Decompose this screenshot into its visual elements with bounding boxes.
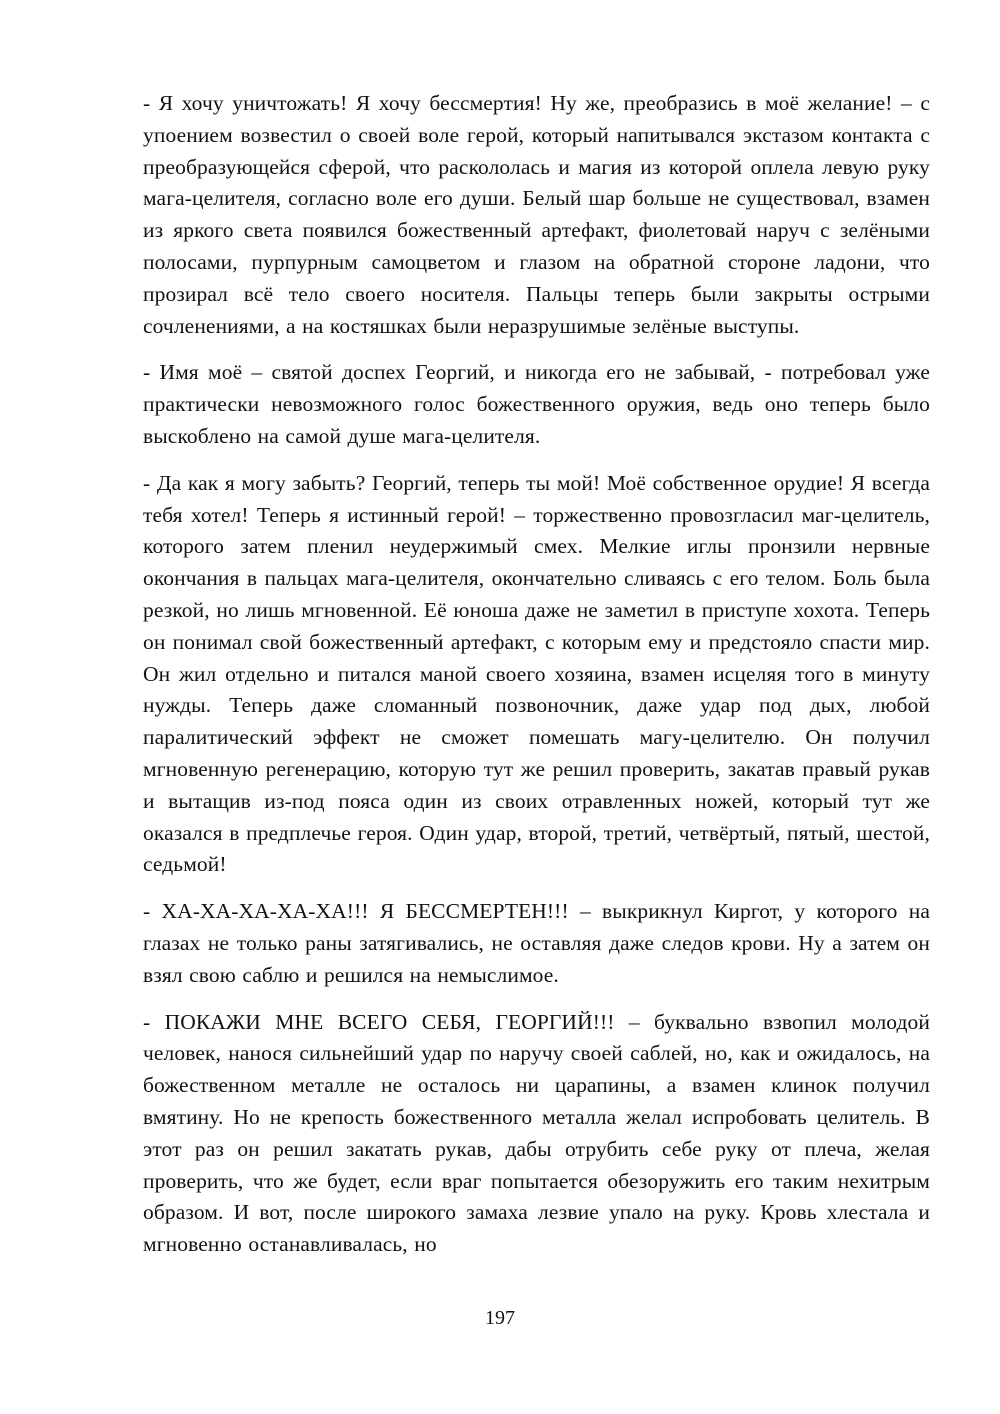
page-number: 197 (485, 1307, 515, 1329)
paragraph-4: - ХА-ХА-ХА-ХА-ХА!!! Я БЕССМЕРТЕН!!! – выкрикнул Киргот, у которого на глазах не только раны затягивались, не оставляя даже следов крови. Ну а затем он взял свою саблю и решился на немыслимое. (143, 899, 930, 987)
paragraph-5: - ПОКАЖИ МНЕ ВСЕГО СЕБЯ, ГЕОРГИЙ!!! – буквально взвопил молодой человек, нанося сильнейший удар по наручу своей саблей, но, как и ожидалось, на божественном металле не осталось ни царапины, а взамен клинок получил вмятину. Но не крепость божественного металла желал испробовать целитель. В этот раз он решил закатать рукав, дабы отрубить себе руку от плеча, желая проверить, что же будет, если враг попытается обезоружить его таким нехитрым образом. И вот, после широкого замаха лезвие упало на руку. Кровь хлестала и мгновенно останавливалась, но (143, 1009, 930, 1257)
paragraph-1: - Я хочу уничтожать! Я хочу бессмертия! Ну же, преобразись в моё желание! – с упоением возвестил о своей воле герой, который напитывался экстазом контакта с преобразующейся сферой, что раскололась и магия из которой оплела левую руку мага-целителя, согласно воле его души. Белый шар больше не существовал, взамен из яркого света появился божественный артефакт, фиолетовай наруч с зелёными полосами, пурпурным самоцветом и глазом на обратной стороне ладони, что прозирал всё тело своего носителя. Пальцы теперь были закрыты острыми сочленениями, а на костяшках были неразрушимые зелёные выступы. (143, 91, 930, 338)
paragraph-3: - Да как я могу забыть? Георгий, теперь ты мой! Моё собственное орудие! Я всегда тебя хотел! Теперь я истинный герой! – торжественно провозгласил маг-целитель, которого затем пленил неудержимый смех. Мелкие иглы пронзили нервные окончания в пальцах мага-целителя, окончательно сливаясь с его телом. Боль была резкой, но лишь мгновенной. Её юноша даже не заметил в приступе хохота. Теперь он понимал свой божественный артефакт, с которым ему и предстояло спасти мир. Он жил отдельно и питался маной своего хозяина, взамен исцеляя того в минуту нужды. Теперь даже сломанный позвоночник, даже удар под дых, любой паралитический эффект не сможет помешать магу-целителю. Он получил мгновенную регенерацию, которую тут же решил проверить, закатав правый рукав и вытащив из-под пояса один из своих отравленных ножей, который тут же оказался в предплечье героя. Один удар, второй, третий, четвёртый, пятый, шестой, седьмой! (143, 470, 930, 877)
paragraph-2: - Имя моё – святой доспех Георгий, и никогда его не забывай, - потребовал уже практически невозможного голос божественного оружия, ведь оно теперь было выскоблено на самой душе мага-целителя. (143, 360, 930, 448)
body-text (143, 88, 930, 1261)
